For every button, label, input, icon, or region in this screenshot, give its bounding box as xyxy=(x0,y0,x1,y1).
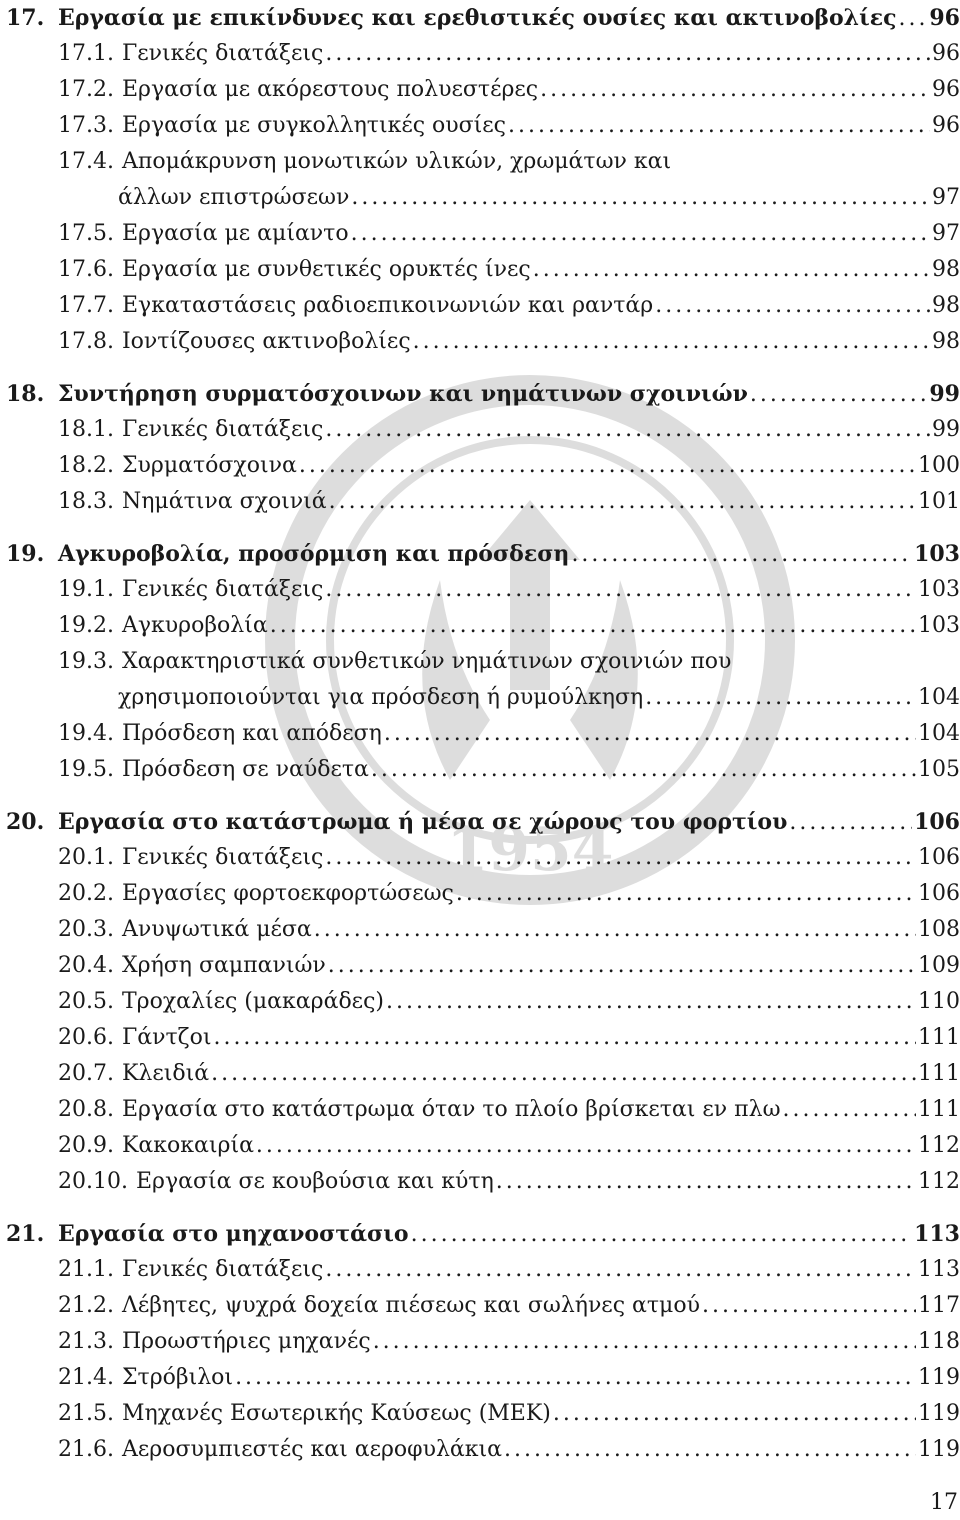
toc-entry[interactable] xyxy=(6,484,960,520)
toc-entry-number: 20.8. xyxy=(58,1097,114,1122)
toc-entry-page: 99 xyxy=(929,381,960,407)
leader-dots xyxy=(456,876,916,912)
toc-entry-number: 17.1. xyxy=(58,41,114,66)
toc-entry[interactable] xyxy=(6,984,960,1020)
toc-entry-page: 111 xyxy=(918,1061,960,1086)
leader-dots xyxy=(655,288,930,324)
toc-entry-page: 96 xyxy=(932,41,960,66)
toc-entry-number: 18. xyxy=(6,381,45,407)
toc-entry-number: 21. xyxy=(6,1221,45,1247)
toc-entry-number: 20.6. xyxy=(58,1025,114,1050)
leader-dots xyxy=(325,1252,916,1288)
toc-entry[interactable] xyxy=(6,1396,960,1432)
toc-entry-title: Εργασία σε κουβούσια και κύτη xyxy=(135,1169,494,1194)
page-number: 17 xyxy=(930,1490,958,1515)
toc-entry-page: 104 xyxy=(918,685,960,710)
toc-entry-number: 17.7. xyxy=(58,293,114,318)
toc-entry-title: Γάντζοι xyxy=(121,1025,212,1050)
leader-dots xyxy=(314,912,916,948)
toc-entry-number: 17.8. xyxy=(58,329,114,354)
toc-entry-number: 20.9. xyxy=(58,1133,114,1158)
toc-entry-title-continued: άλλων επιστρώσεων xyxy=(118,185,350,210)
leader-dots xyxy=(504,1432,916,1468)
toc-entry[interactable] xyxy=(6,412,960,448)
toc-entry-number: 20.5. xyxy=(58,989,114,1014)
toc-entry-title: Κακοκαιρία xyxy=(121,1133,254,1158)
toc-entry-title: Αγκυροβολία xyxy=(121,613,268,638)
toc-entry[interactable] xyxy=(6,716,960,752)
toc-entry-title: Εγκαταστάσεις ραδιοεπικοινωνιών και ραντάρ xyxy=(121,293,654,318)
leader-dots xyxy=(384,716,916,752)
toc-entry-title: Εργασία με ακόρεστους πολυεστέρες xyxy=(121,77,539,102)
toc-entry-page: 111 xyxy=(918,1025,960,1050)
toc-entry-title: Ανυψωτικά μέσα xyxy=(121,917,312,942)
toc-entry[interactable] xyxy=(6,1164,960,1200)
toc-entry-title: Γενικές διατάξεις xyxy=(121,417,324,442)
leader-dots xyxy=(270,608,916,644)
toc-entry-title-continued: χρησιμοποιούνται για πρόσδεση ή ρυμούλκηση xyxy=(118,685,644,710)
toc-entry-number: 21.1. xyxy=(58,1257,114,1282)
toc-entry-number: 17. xyxy=(6,5,45,31)
toc-entry-number: 20. xyxy=(6,809,45,835)
toc-entry-number: 17.3. xyxy=(58,113,114,138)
leader-dots xyxy=(508,108,930,144)
svg-text:1954: 1954 xyxy=(446,815,614,885)
toc-entry-number: 17.6. xyxy=(58,257,114,282)
toc-entry-page: 97 xyxy=(932,221,960,246)
toc-entry-title: Πρόσδεση σε ναύδετα xyxy=(121,757,369,782)
leader-dots xyxy=(325,572,916,608)
toc-entry[interactable] xyxy=(6,1360,960,1396)
toc-entry[interactable] xyxy=(6,912,960,948)
toc-chapter[interactable] xyxy=(6,376,960,412)
toc-entry-title: Γενικές διατάξεις xyxy=(121,577,324,602)
toc-entry-title: Εργασία με επικίνδυνες και ερεθιστικές ουσίες και ακτινοβολίες xyxy=(58,5,897,31)
toc-entry-number: 18.1. xyxy=(58,417,114,442)
toc-entry-page: 110 xyxy=(918,989,960,1014)
toc-entry-page: 112 xyxy=(918,1133,960,1158)
toc-entry[interactable] xyxy=(6,644,960,680)
leader-dots xyxy=(256,1128,916,1164)
toc-entry-page: 117 xyxy=(918,1293,960,1318)
leader-dots xyxy=(235,1360,916,1396)
toc-entry-continuation[interactable] xyxy=(6,680,960,716)
toc-entry-title: Πρόσδεση και απόδεση xyxy=(121,721,382,746)
toc-entry-title: Συρματόσχοινα xyxy=(121,453,297,478)
toc-entry-title: Γενικές διατάξεις xyxy=(121,41,324,66)
leader-dots xyxy=(702,1288,916,1324)
toc-entry-page: 106 xyxy=(918,845,960,870)
toc-entry-title: Εργασία στο κατάστρωμα όταν το πλοίο βρίσκεται εν πλω xyxy=(121,1097,781,1122)
toc-entry[interactable] xyxy=(6,608,960,644)
toc-entry[interactable] xyxy=(6,36,960,72)
leader-dots xyxy=(553,1396,916,1432)
toc-entry-page: 103 xyxy=(918,577,960,602)
leader-dots xyxy=(783,1092,916,1128)
toc-entry-title: Τροχαλίες (μακαράδες) xyxy=(121,989,384,1014)
toc-entry-title: Χρήση σαμπανιών xyxy=(121,953,326,978)
leader-dots xyxy=(540,72,930,108)
toc-entry-page: 101 xyxy=(918,489,960,514)
toc-entry-number: 19.3. xyxy=(58,649,114,674)
toc-entry-page: 97 xyxy=(932,185,960,210)
toc-entry-title: Εργασία στο κατάστρωμα ή μέσα σε χώρους του φορτίου xyxy=(58,809,788,835)
toc-entry-number: 19.2. xyxy=(58,613,114,638)
toc-entry-page: 96 xyxy=(932,77,960,102)
leader-dots xyxy=(351,180,930,216)
toc-entry-page: 104 xyxy=(918,721,960,746)
toc-entry[interactable] xyxy=(6,144,960,180)
toc-entry[interactable] xyxy=(6,108,960,144)
toc-entry-title: Γενικές διατάξεις xyxy=(121,845,324,870)
leader-dots xyxy=(533,252,930,288)
toc-entry[interactable] xyxy=(6,1020,960,1056)
toc-entry[interactable] xyxy=(6,876,960,912)
toc-entry-number: 21.5. xyxy=(58,1401,114,1426)
toc-entry-number: 19.1. xyxy=(58,577,114,602)
toc-entry-title: Απομάκρυνση μονωτικών υλικών, χρωμάτων και xyxy=(121,149,672,174)
leader-dots xyxy=(325,36,930,72)
leader-dots xyxy=(213,1020,916,1056)
toc-entry[interactable] xyxy=(6,948,960,984)
leader-dots xyxy=(750,377,927,413)
toc-entry-page: 106 xyxy=(918,881,960,906)
toc-entry-title: Εργασία με συνθετικές ορυκτές ίνες xyxy=(121,257,531,282)
toc-entry[interactable] xyxy=(6,216,960,252)
toc-entry-page: 106 xyxy=(914,809,960,835)
toc-entry-number: 21.6. xyxy=(58,1437,114,1462)
toc-entry-number: 18.3. xyxy=(58,489,114,514)
toc-entry-page: 103 xyxy=(914,541,960,567)
toc-entry-page: 113 xyxy=(914,1221,960,1247)
toc-entry-page: 119 xyxy=(918,1437,960,1462)
toc-chapter[interactable] xyxy=(6,536,960,572)
toc-entry[interactable] xyxy=(6,72,960,108)
toc-entry-page: 96 xyxy=(932,113,960,138)
toc-entry-page: 103 xyxy=(918,613,960,638)
toc-entry-title: Νημάτινα σχοινιά xyxy=(121,489,327,514)
toc-entry[interactable] xyxy=(6,252,960,288)
toc-chapter[interactable] xyxy=(6,0,960,36)
toc-entry-page: 108 xyxy=(918,917,960,942)
toc-entry-title: Χαρακτηριστικά συνθετικών νημάτινων σχοινιών που xyxy=(121,649,732,674)
toc-entry-title: Αεροσυμπιεστές και αεροφυλάκια xyxy=(121,1437,502,1462)
toc-entry-number: 19. xyxy=(6,541,45,567)
leader-dots xyxy=(411,1217,912,1253)
toc-entry-page: 113 xyxy=(918,1257,960,1282)
toc-entry-page: 100 xyxy=(918,453,960,478)
toc-entry[interactable] xyxy=(6,752,960,788)
leader-dots xyxy=(413,324,930,360)
toc-entry[interactable] xyxy=(6,1092,960,1128)
toc-entry-page: 98 xyxy=(932,293,960,318)
toc-entry-page: 111 xyxy=(918,1097,960,1122)
toc-entry-number: 20.10. xyxy=(58,1169,128,1194)
toc-entry-title: Συντήρηση συρματόσχοινων και νημάτινων σχοινιών xyxy=(58,381,748,407)
toc-entry-title: Εργασία με συγκολλητικές ουσίες xyxy=(121,113,507,138)
toc-entry-page: 119 xyxy=(918,1365,960,1390)
toc-entry-number: 20.2. xyxy=(58,881,114,906)
toc-entry[interactable] xyxy=(6,1324,960,1360)
toc-entry-title: Εργασίες φορτοεκφορτώσεως xyxy=(121,881,454,906)
toc-entry[interactable] xyxy=(6,1288,960,1324)
toc-entry[interactable] xyxy=(6,572,960,608)
leader-dots xyxy=(325,412,930,448)
toc-entry-page: 98 xyxy=(932,257,960,282)
toc-entry-number: 17.5. xyxy=(58,221,114,246)
toc-chapter[interactable] xyxy=(6,804,960,840)
toc-entry-number: 21.3. xyxy=(58,1329,114,1354)
toc-entry-number: 20.3. xyxy=(58,917,114,942)
toc-entry-continuation[interactable] xyxy=(6,180,960,216)
leader-dots xyxy=(371,752,916,788)
leader-dots xyxy=(325,840,916,876)
toc-entry-page: 96 xyxy=(929,5,960,31)
toc-entry-number: 20.7. xyxy=(58,1061,114,1086)
leader-dots xyxy=(789,805,912,841)
leader-dots xyxy=(645,680,916,716)
toc-entry-title: Αγκυροβολία, προσόρμιση και πρόσδεση xyxy=(58,541,570,567)
toc-entry-title: Κλειδιά xyxy=(121,1061,210,1086)
toc-entry-number: 20.1. xyxy=(58,845,114,870)
leader-dots xyxy=(351,216,930,252)
toc-entry-title: Εργασία στο μηχανοστάσιο xyxy=(58,1221,409,1247)
toc-entry-number: 20.4. xyxy=(58,953,114,978)
toc-entry[interactable] xyxy=(6,840,960,876)
table-of-contents xyxy=(6,0,960,1468)
leader-dots xyxy=(571,537,912,573)
toc-entry-title: Εργασία με αμίαντο xyxy=(121,221,349,246)
toc-entry-title: Μηχανές Εσωτερικής Καύσεως (ΜΕΚ) xyxy=(121,1401,551,1426)
toc-entry[interactable] xyxy=(6,324,960,360)
toc-entry-page: 105 xyxy=(918,757,960,782)
leader-dots xyxy=(211,1056,916,1092)
leader-dots xyxy=(328,948,916,984)
toc-entry[interactable] xyxy=(6,1432,960,1468)
toc-entry-page: 98 xyxy=(932,329,960,354)
toc-entry[interactable] xyxy=(6,448,960,484)
toc-entry[interactable] xyxy=(6,1128,960,1164)
leader-dots xyxy=(496,1164,916,1200)
toc-entry[interactable] xyxy=(6,1252,960,1288)
leader-dots xyxy=(386,984,916,1020)
leader-dots xyxy=(299,448,916,484)
toc-entry-page: 109 xyxy=(918,953,960,978)
toc-entry-page: 118 xyxy=(918,1329,960,1354)
toc-chapter[interactable] xyxy=(6,1216,960,1252)
toc-entry-title: Λέβητες, ψυχρά δοχεία πιέσεως και σωλήνες ατμού xyxy=(121,1293,700,1318)
toc-entry-number: 19.4. xyxy=(58,721,114,746)
toc-entry-title: Προωστήριες μηχανές xyxy=(121,1329,371,1354)
toc-entry-number: 19.5. xyxy=(58,757,114,782)
toc-entry-page: 119 xyxy=(918,1401,960,1426)
leader-dots xyxy=(329,484,916,520)
toc-entry-page: 112 xyxy=(918,1169,960,1194)
toc-entry-number: 21.2. xyxy=(58,1293,114,1318)
toc-entry-number: 17.4. xyxy=(58,149,114,174)
toc-entry-title: Γενικές διατάξεις xyxy=(121,1257,324,1282)
toc-entry-number: 21.4. xyxy=(58,1365,114,1390)
toc-entry-title: Ιοντίζουσες ακτινοβολίες xyxy=(121,329,411,354)
toc-entry-page: 99 xyxy=(932,417,960,442)
toc-entry-number: 17.2. xyxy=(58,77,114,102)
toc-entry[interactable] xyxy=(6,288,960,324)
leader-dots xyxy=(899,1,928,37)
leader-dots xyxy=(373,1324,916,1360)
toc-entry-number: 18.2. xyxy=(58,453,114,478)
toc-entry-title: Στρόβιλοι xyxy=(121,1365,234,1390)
toc-entry[interactable] xyxy=(6,1056,960,1092)
